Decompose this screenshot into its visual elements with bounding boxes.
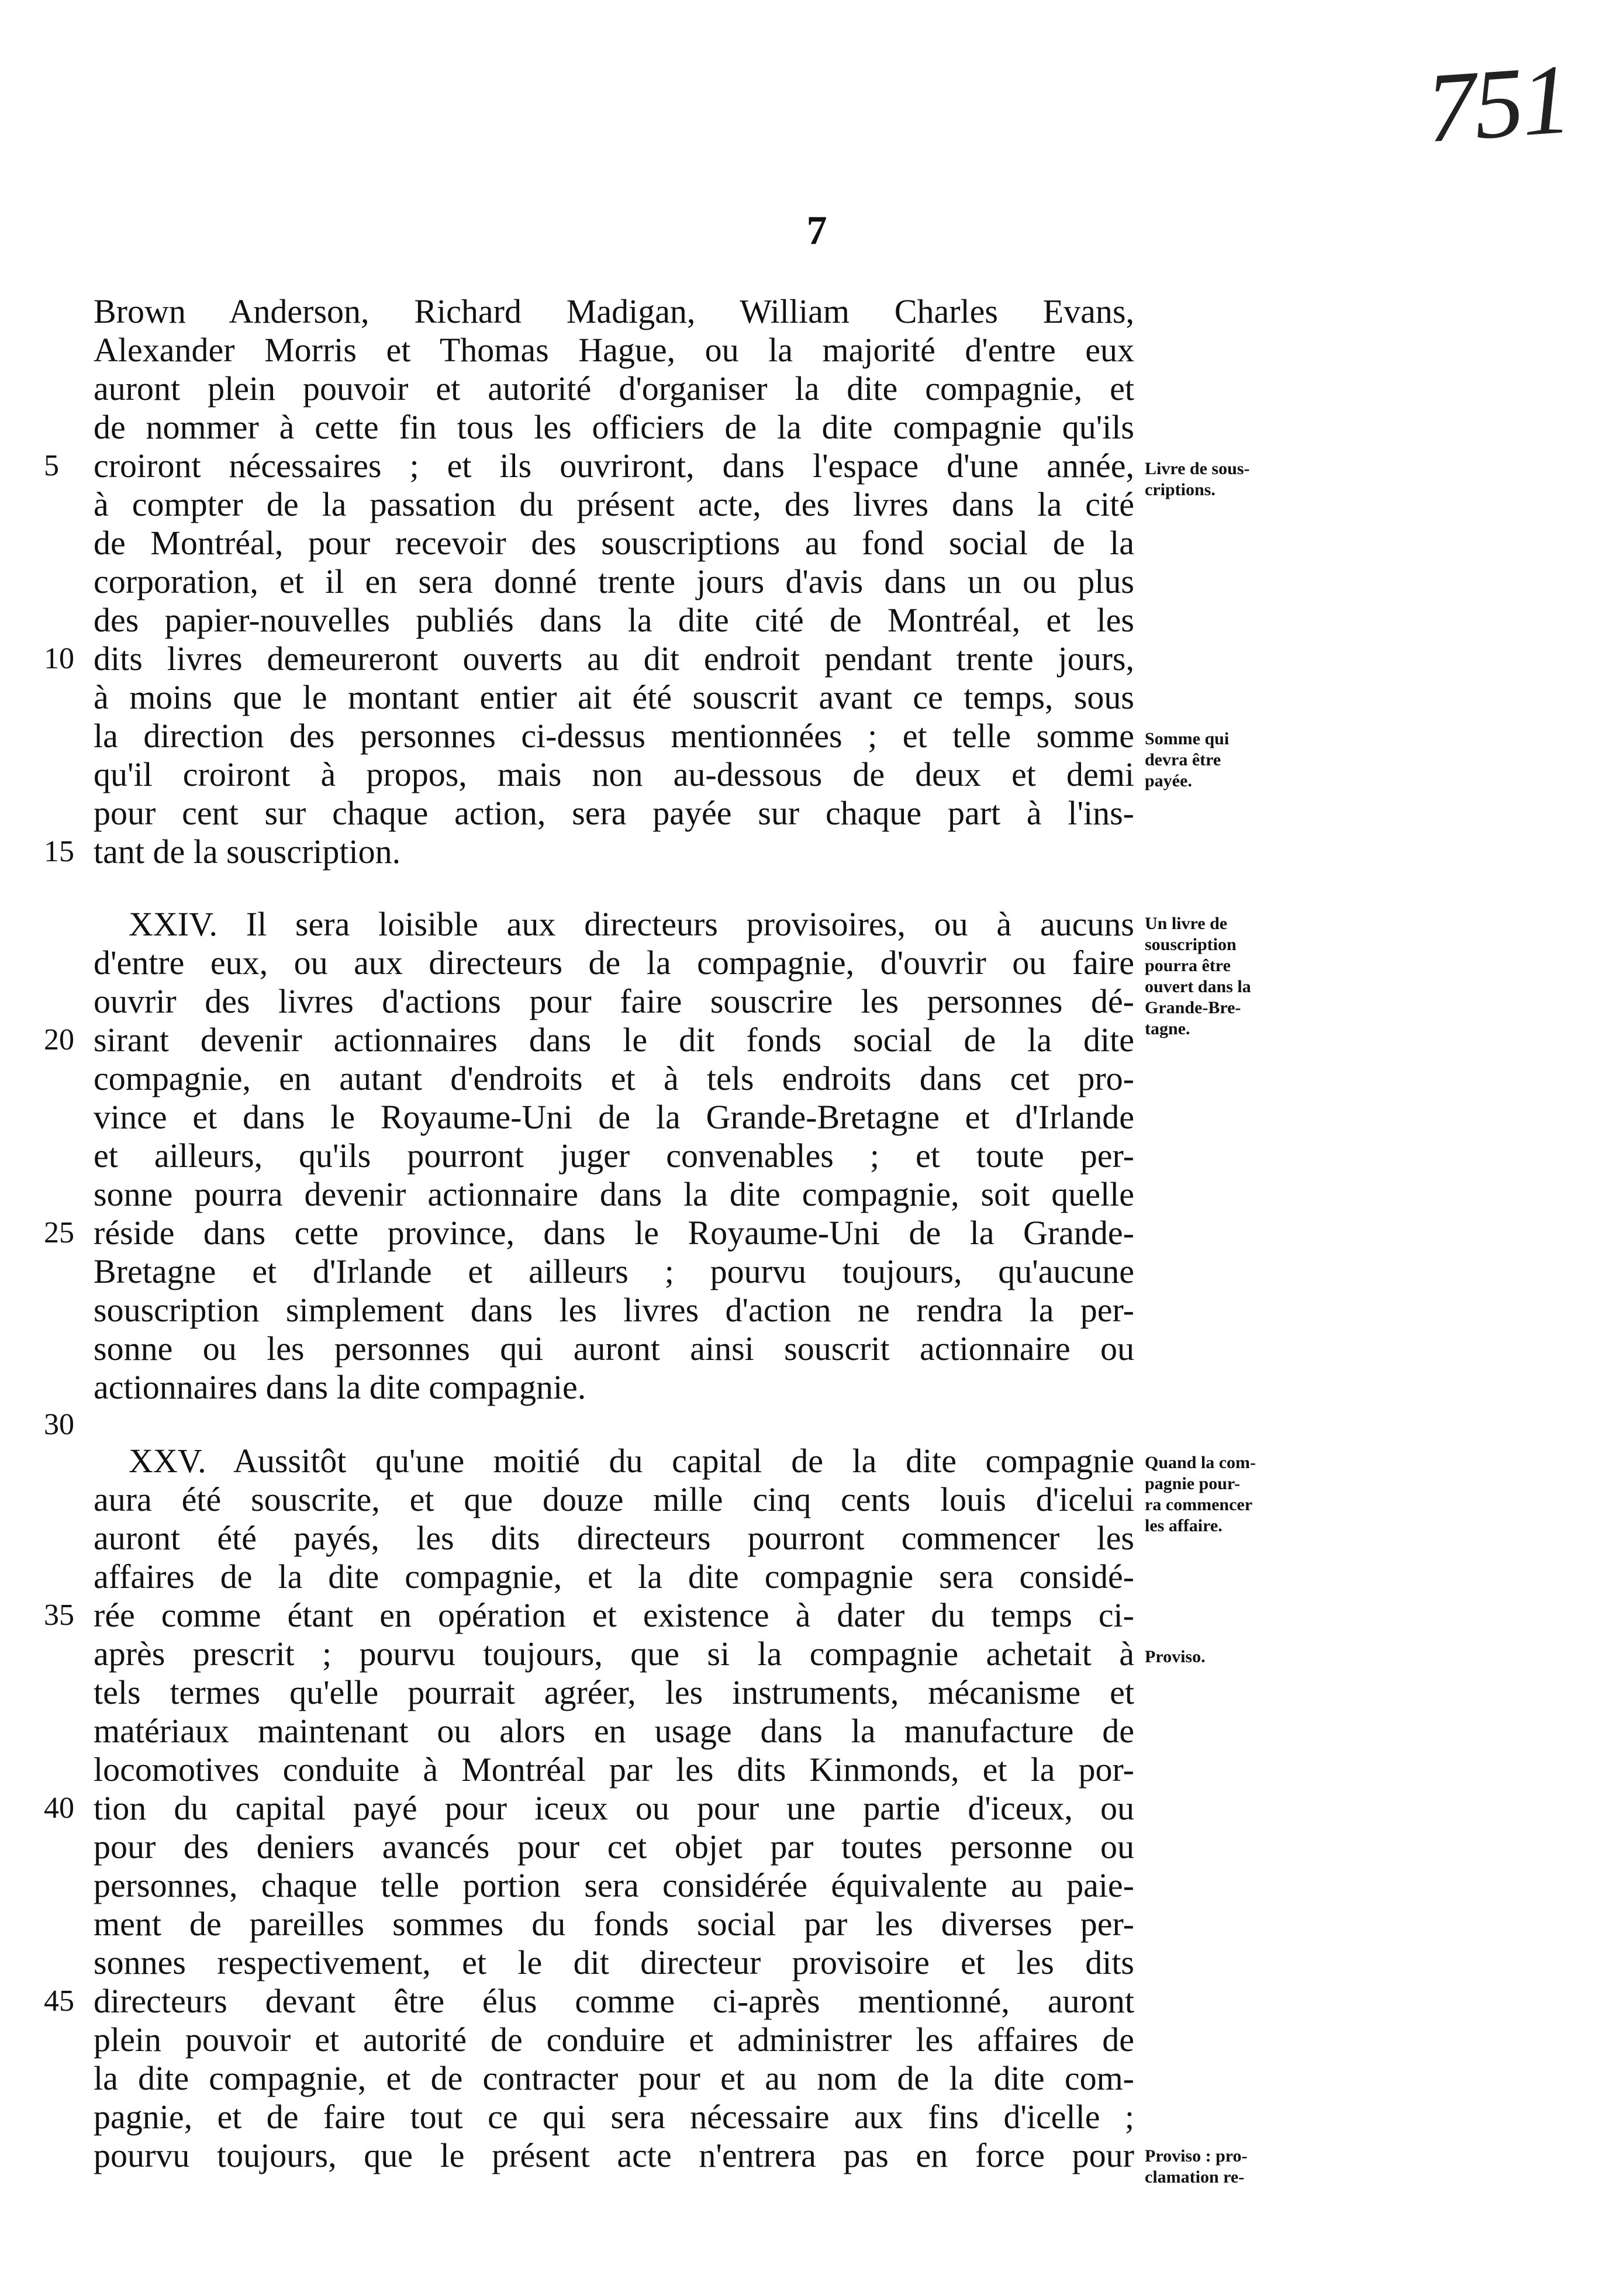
text-line-content: des papier-nouvelles publiés dans la dite cité de Montréal, et les xyxy=(94,601,1134,639)
margin-note-line: ra commencer xyxy=(1145,1495,1253,1514)
text-line-content: XXIV. Il sera loisible aux directeurs provisoires, ou à aucuns xyxy=(129,905,1134,943)
margin-note-line: clamation re- xyxy=(1145,2167,1245,2187)
text-line-content: à compter de la passation du présent acte, des livres dans la cité xyxy=(94,485,1134,523)
margin-note xyxy=(1145,458,1285,500)
page-number: 7 xyxy=(806,208,827,253)
text-line-content: et ailleurs, qu'ils pourront juger convenables ; et toute per- xyxy=(94,1137,1134,1175)
text-line-content: ment de pareilles sommes du fonds social par les diverses per- xyxy=(94,1905,1134,1943)
margin-note-line: criptions. xyxy=(1145,480,1216,499)
text-line-content: corporation, et il en sera donné trente jours d'avis dans un ou plus xyxy=(94,562,1134,600)
margin-note-line: Proviso. xyxy=(1145,1647,1206,1666)
text-line-content: de Montréal, pour recevoir des souscriptions au fond social de la xyxy=(94,524,1134,562)
text-line-content: la direction des personnes ci-dessus mentionnées ; et telle somme xyxy=(94,717,1134,755)
margin-note-line: ouvert dans la xyxy=(1145,977,1251,996)
margin-note xyxy=(1145,2146,1285,2188)
margin-note xyxy=(1145,1646,1285,1667)
text-line-content: actionnaires dans la dite compagnie. xyxy=(94,1368,586,1406)
margin-note-line: pourra être xyxy=(1145,956,1231,975)
text-line-content: compagnie, en autant d'endroits et à tels endroits dans cet pro- xyxy=(94,1059,1134,1097)
text-line-content: Brown Anderson, Richard Madigan, William Charles Evans, xyxy=(94,292,1134,330)
text-line-content: pagnie, et de faire tout ce qui sera nécessaire aux fins d'icelle ; xyxy=(94,2098,1134,2136)
margin-note xyxy=(1145,728,1285,792)
line-number: 20 xyxy=(44,1023,74,1056)
margin-note-line: Livre de sous- xyxy=(1145,459,1250,478)
margin-note-line: Proviso : pro- xyxy=(1145,2146,1248,2166)
line-number: 45 xyxy=(44,1984,74,2018)
line-number: 40 xyxy=(44,1791,74,1825)
line-number: 35 xyxy=(44,1598,74,1632)
text-line-content: sonne ou les personnes qui auront ainsi souscrit actionnaire ou xyxy=(94,1330,1134,1368)
text-line-content: locomotives conduite à Montréal par les dits Kinmonds, et la por- xyxy=(94,1751,1134,1789)
text-line-content: vince et dans le Royaume-Uni de la Grande-Bretagne et d'Irlande xyxy=(94,1098,1134,1136)
margin-note-line: Quand la com- xyxy=(1145,1453,1256,1472)
text-line-content: tant de la souscription. xyxy=(94,833,401,871)
text-line-content: dits livres demeureront ouverts au dit endroit pendant trente jours, xyxy=(94,640,1134,678)
text-line-content: croiront nécessaires ; et ils ouvriront, dans l'espace d'une année, xyxy=(94,447,1134,485)
text-line-content: tels termes qu'elle pourrait agréer, les instruments, mécanisme et xyxy=(94,1673,1134,1711)
text-line-content: Bretagne et d'Irlande et ailleurs ; pourvu toujours, qu'aucune xyxy=(94,1252,1134,1290)
line-number: 15 xyxy=(44,835,74,868)
margin-note-line: payée. xyxy=(1145,771,1192,790)
text-line-content: souscription simplement dans les livres d'action ne rendra la per- xyxy=(94,1291,1134,1329)
text-line-content: matériaux maintenant ou alors en usage dans la manufacture de xyxy=(94,1712,1134,1750)
margin-note xyxy=(1145,1452,1285,1537)
line-number: 5 xyxy=(44,449,59,482)
margin-note-line: devra être xyxy=(1145,750,1221,769)
margin-note-line: tagne. xyxy=(1145,1019,1190,1038)
text-line-content: auront plein pouvoir et autorité d'organiser la dite compagnie, et xyxy=(94,370,1134,408)
text-line-content: sonne pourra devenir actionnaire dans la dite compagnie, soit quelle xyxy=(94,1175,1134,1213)
margin-note-line: Grande-Bre- xyxy=(1145,998,1241,1017)
text-line-content: rée comme étant en opération et existence à dater du temps ci- xyxy=(94,1596,1134,1634)
text-line-content: pour cent sur chaque action, sera payée sur chaque part à l'ins- xyxy=(94,794,1134,832)
margin-note-line: Un livre de xyxy=(1145,914,1228,933)
text-line-content: directeurs devant être élus comme ci-après mentionné, auront xyxy=(94,1982,1134,2020)
text-line-content: qu'il croiront à propos, mais non au-dessous de deux et demi xyxy=(94,755,1134,793)
margin-note-line: les affaire. xyxy=(1145,1516,1223,1535)
line-number: 10 xyxy=(44,642,74,675)
handwritten-folio: 751 xyxy=(1422,43,1573,164)
margin-note-line: Somme qui xyxy=(1145,729,1230,748)
text-line-content: plein pouvoir et autorité de conduire et administrer les affaires de xyxy=(94,2021,1134,2059)
text-line-content: affaires de la dite compagnie, et la dite compagnie sera considé- xyxy=(94,1558,1134,1596)
text-line-content: sonnes respectivement, et le dit directeur provisoire et les dits xyxy=(94,1943,1134,1981)
text-line-content: XXV. Aussitôt qu'une moitié du capital de la dite compagnie xyxy=(129,1442,1134,1480)
text-line-content: d'entre eux, ou aux directeurs de la compagnie, d'ouvrir ou faire xyxy=(94,944,1134,982)
margin-note xyxy=(1145,913,1285,1040)
line-number: 25 xyxy=(44,1216,74,1249)
text-line-content: auront été payés, les dits directeurs pourront commencer les xyxy=(94,1519,1134,1557)
margin-note-line: pagnie pour- xyxy=(1145,1474,1241,1493)
text-line-content: réside dans cette province, dans le Royaume-Uni de la Grande- xyxy=(94,1214,1134,1252)
text-line-content: tion du capital payé pour iceux ou pour une partie d'iceux, ou xyxy=(94,1789,1134,1827)
text-line-content: après prescrit ; pourvu toujours, que si la compagnie achetait à xyxy=(94,1635,1134,1673)
text-line-content: Alexander Morris et Thomas Hague, ou la majorité d'entre eux xyxy=(94,331,1134,369)
margin-note-line: souscription xyxy=(1145,935,1237,954)
text-line-content: à moins que le montant entier ait été souscrit avant ce temps, sous xyxy=(94,678,1134,716)
text-line-content: pourvu toujours, que le présent acte n'entrera pas en force pour xyxy=(94,2136,1134,2174)
line-number: 30 xyxy=(44,1408,74,1441)
text-line-content: pour des deniers avancés pour cet objet par toutes personne ou xyxy=(94,1828,1134,1866)
text-line-content: de nommer à cette fin tous les officiers de la dite compagnie qu'ils xyxy=(94,408,1134,446)
text-line-content: la dite compagnie, et de contracter pour et au nom de la dite com- xyxy=(94,2059,1134,2097)
text-line-content: personnes, chaque telle portion sera considérée équivalente au paie- xyxy=(94,1866,1134,1904)
text-line-content: ouvrir des livres d'actions pour faire souscrire les personnes dé- xyxy=(94,982,1134,1020)
text-line-content: aura été souscrite, et que douze mille cinq cents louis d'icelui xyxy=(94,1480,1134,1518)
text-line-content: sirant devenir actionnaires dans le dit fonds social de la dite xyxy=(94,1021,1134,1059)
